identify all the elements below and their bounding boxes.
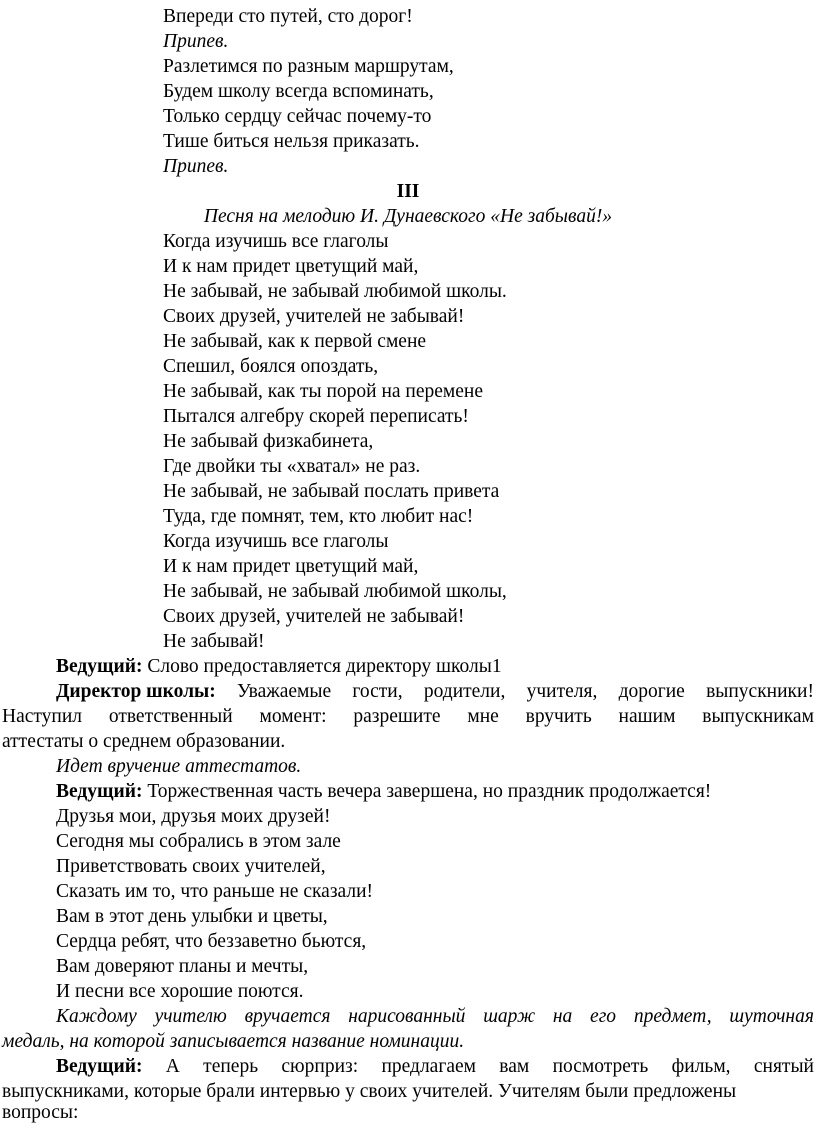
host-line xyxy=(56,654,502,679)
song-line: И к нам придет цветущий май, xyxy=(163,556,419,577)
chorus-marker: Припев. xyxy=(163,156,229,177)
speaker-label: Ведущий: xyxy=(56,1056,143,1077)
poem-line: Друзья мои, друзья моих друзей! xyxy=(56,806,331,827)
stage-direction: Каждому учителю вручается нарисованный шарж на его предмет, шуточная xyxy=(56,1006,814,1027)
stage-direction: медаль, на которой записывается название номинации. xyxy=(2,1031,465,1052)
poem-line: Вам доверяют планы и мечты, xyxy=(56,956,309,977)
director-line: аттестаты о среднем образовании. xyxy=(2,731,286,752)
host-line: вопросы: xyxy=(2,1102,79,1123)
song-line: Не забывай, не забывай любимой школы, xyxy=(163,581,507,602)
host-text: Торжественная часть вечера завершена, но праздник продолжается! xyxy=(142,781,712,802)
song-line: Только сердцу сейчас почему-то xyxy=(163,106,432,127)
host-line xyxy=(56,779,711,804)
host-line: Ведущий: А теперь сюрприз: предлагаем вам посмотреть фильм, снятый xyxy=(56,1056,814,1077)
song-line: Спешил, боялся опоздать, xyxy=(163,356,379,377)
section-number: III xyxy=(396,181,420,202)
song-line: Не забывай физкабинета, xyxy=(163,431,374,452)
poem-line: Сегодня мы собрались в этом зале xyxy=(56,831,341,852)
poem-line: Приветствовать своих учителей, xyxy=(56,856,326,877)
song-line: Туда, где помнят, тем, кто любит нас! xyxy=(163,506,474,527)
poem-line: Сказать им то, что раньше не сказали! xyxy=(56,881,374,902)
poem-line: И песни все хорошие поются. xyxy=(56,981,304,1002)
song-line: Не забывай, не забывай любимой школы. xyxy=(163,281,507,302)
song-line: Впереди сто путей, сто дорог! xyxy=(163,6,413,27)
song-line: Не забывай, не забывай послать привета xyxy=(163,481,500,502)
chorus-marker: Припев. xyxy=(163,31,229,52)
song-line: И к нам придет цветущий май, xyxy=(163,256,419,277)
song-line: Не забывай, как ты порой на перемене xyxy=(163,381,484,402)
song-line: Где двойки ты «хватал» не раз. xyxy=(163,456,421,477)
host-line: выпускниками, которые брали интервью у своих учителей. Учителям были предложены xyxy=(2,1081,737,1102)
song-line: Тише биться нельзя приказать. xyxy=(163,131,420,152)
section-subtitle: Песня на мелодию И. Дунаевского «Не забывай!» xyxy=(203,206,613,227)
song-line: Своих друзей, учителей не забывай! xyxy=(163,306,465,327)
host-text: Слово предоставляется директору школы1 xyxy=(142,656,502,677)
song-line: Будем школу всегда вспоминать, xyxy=(163,81,434,102)
poem-line: Сердца ребят, что беззаветно бьются, xyxy=(56,931,367,952)
speaker-label: Директор школы: xyxy=(56,681,216,702)
song-line: Своих друзей, учителей не забывай! xyxy=(163,606,465,627)
song-line: Не забывай, как к первой смене xyxy=(163,331,427,352)
speaker-label: Ведущий: xyxy=(56,656,143,677)
song-line: Когда изучишь все глаголы xyxy=(163,531,389,552)
director-line: Директор школы: Уважаемые гости, родители, учителя, дорогие выпускники! xyxy=(56,681,814,702)
poem-line: Вам в этот день улыбки и цветы, xyxy=(56,906,328,927)
song-line: Разлетимся по разным маршрутам, xyxy=(163,56,454,77)
song-line: Пытался алгебру скорей переписать! xyxy=(163,406,469,427)
speaker-label: Ведущий: xyxy=(56,781,143,802)
song-line: Когда изучишь все глаголы xyxy=(163,231,389,252)
director-line: Наступил ответственный момент: разрешите мне вручить нашим выпускникам xyxy=(2,706,814,727)
stage-direction: Идет вручение аттестатов. xyxy=(56,756,302,777)
song-line: Не забывай! xyxy=(163,631,265,652)
